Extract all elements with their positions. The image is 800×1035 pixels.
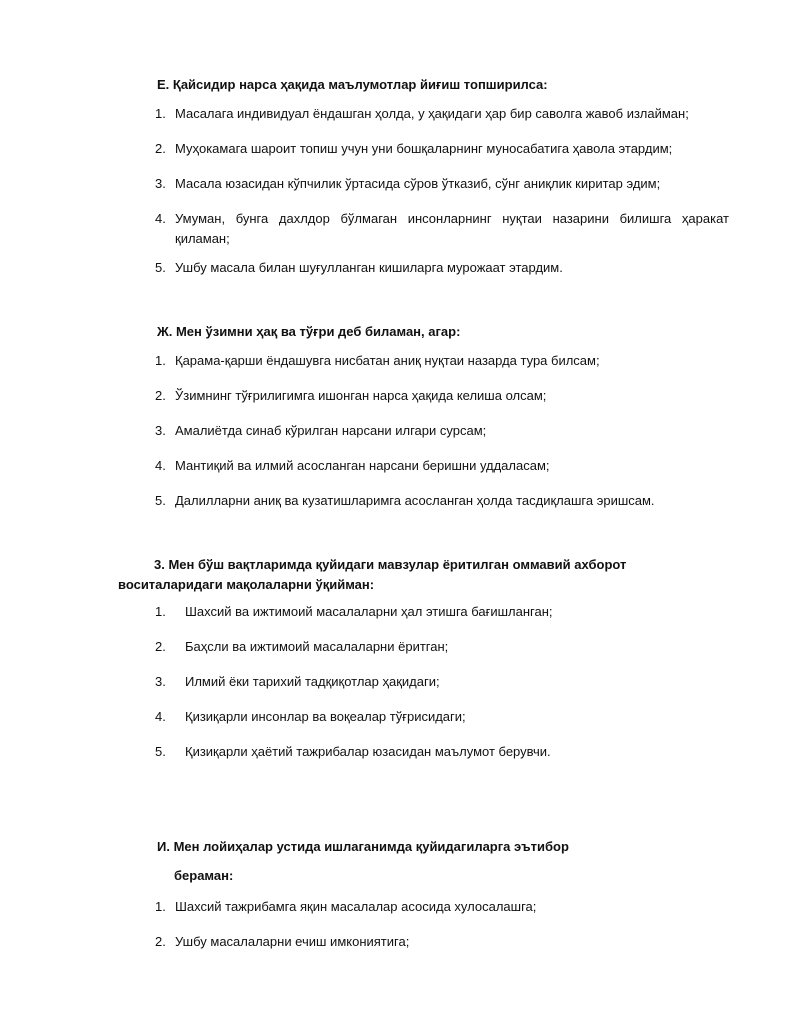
list-item [155, 139, 735, 159]
item-text: Шахсий тажрибамга яқин масалалар асосида хулосалашга; [175, 899, 537, 914]
item-number: 1. [155, 899, 166, 914]
item-number: 4. [155, 709, 166, 724]
item-text: Муҳокамага шароит топиш учун уни бошқаларнинг муносабатига ҳавола этардим; [175, 141, 673, 156]
item-number: 5. [155, 260, 166, 275]
item-number: 4. [155, 458, 166, 473]
section-heading: 3. Мен бўш вақтларимда қуйидаги мавзулар ёритилган оммавий ахборот воситаларидаги мақолаларни ўқийман: [118, 557, 627, 592]
list-item [155, 104, 735, 124]
item-text: Баҳсли ва ижтимоий масалаларни ёритган; [185, 639, 449, 654]
list-item [155, 672, 735, 692]
list-item [155, 351, 735, 371]
item-text: Масала юзасидан кўпчилик ўртасида сўров ўтказиб, сўнг аниқлик киритар эдим; [175, 176, 661, 191]
section-heading-continued: бераман: [174, 868, 234, 883]
list-item [155, 209, 729, 249]
item-number: 2. [155, 639, 166, 654]
section-heading: И. Мен лойиҳалар устида ишлаганимда қуйидагиларга эътибор [157, 839, 569, 854]
item-text: Қизиқарли инсонлар ва воқеалар тўғрисидаги; [185, 709, 466, 724]
list-item [155, 386, 735, 406]
item-text: Мантиқий ва илмий асосланган нарсани беришни уддаласам; [175, 458, 550, 473]
item-text: Шахсий ва ижтимоий масалаларни ҳал этишга бағишланган; [185, 604, 553, 619]
list-item [155, 602, 735, 622]
item-number: 2. [155, 934, 166, 949]
item-text: Ўзимнинг тўғрилигимга ишонган нарса ҳақида келиша олсам; [175, 388, 547, 403]
list-item [155, 491, 735, 511]
item-text: Масалага индивидуал ёндашган ҳолда, у ҳақидаги ҳар бир саволга жавоб излайман; [175, 106, 689, 121]
item-number: 5. [155, 493, 166, 508]
section-heading: Е. Қайсидир нарса ҳақида маълумотлар йиғиш топширилса: [157, 77, 548, 92]
item-number: 3. [155, 423, 166, 438]
item-number: 2. [155, 388, 166, 403]
list-item [155, 637, 735, 657]
list-item [155, 174, 735, 194]
item-text: Умуман, бунга дахлдор бўлмаган инсонларнинг нуқтаи назарини билишга ҳаракат қиламан; [175, 211, 729, 246]
section-heading: Ж. Мен ўзимни ҳақ ва тўғри деб биламан, агар: [157, 324, 461, 339]
item-text: Ушбу масалаларни ечиш имкониятига; [175, 934, 410, 949]
item-number: 1. [155, 604, 166, 619]
item-text: Қарама-қарши ёндашувга нисбатан аниқ нуқтаи назарда тура билсам; [175, 353, 600, 368]
item-number: 5. [155, 744, 166, 759]
list-item [155, 742, 735, 762]
list-item [155, 932, 735, 952]
item-text: Амалиётда синаб кўрилган нарсани илгари сурсам; [175, 423, 487, 438]
item-number: 3. [155, 674, 166, 689]
item-text: Ушбу масала билан шуғулланган кишиларга мурожаат этардим. [175, 260, 563, 275]
list-item [155, 421, 735, 441]
item-number: 2. [155, 141, 166, 156]
item-number: 4. [155, 211, 166, 226]
item-text: Илмий ёки тарихий тадқиқотлар ҳақидаги; [185, 674, 440, 689]
list-item [155, 897, 735, 917]
list-item [155, 707, 735, 727]
list-item [155, 258, 735, 278]
item-number: 1. [155, 106, 166, 121]
item-number: 1. [155, 353, 166, 368]
item-number: 3. [155, 176, 166, 191]
item-text: Қизиқарли ҳаётий тажрибалар юзасидан маълумот берувчи. [185, 744, 551, 759]
item-text: Далилларни аниқ ва кузатишларимга асосланган ҳолда тасдиқлашга эришсам. [175, 493, 655, 508]
list-item [155, 456, 735, 476]
